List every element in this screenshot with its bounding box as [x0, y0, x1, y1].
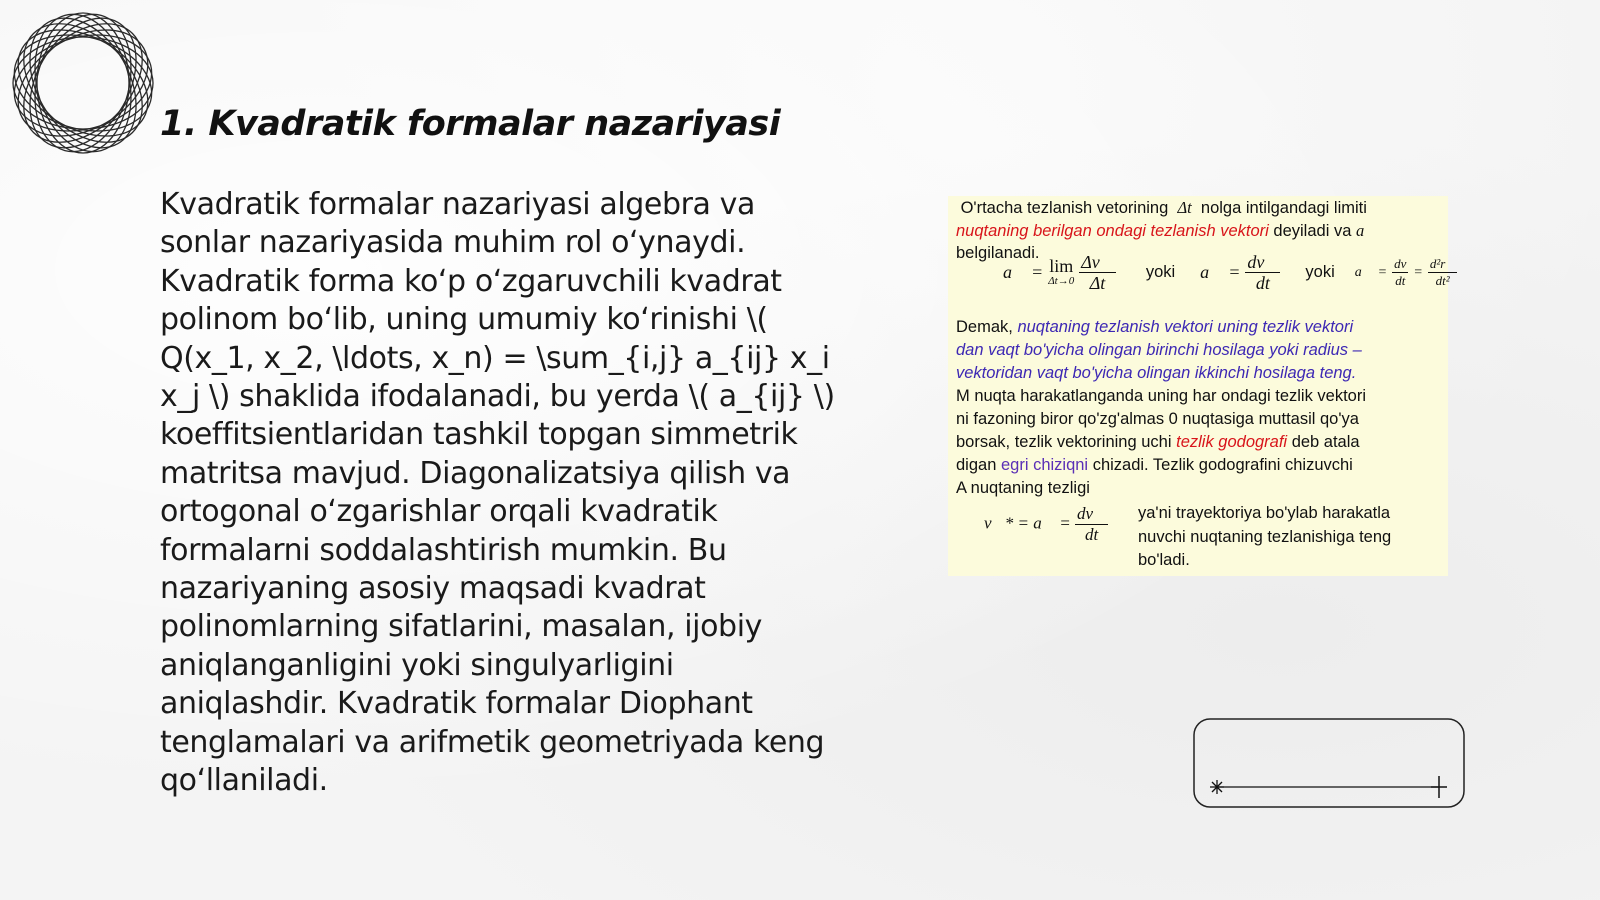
end-point-cross-icon [1431, 776, 1447, 798]
panel-line-5: Demak, nuqtaning tezlanish vektori uning tezlik vektori [956, 318, 1354, 336]
panel-line-12: A nuqtaning tezligi [956, 479, 1090, 497]
ornament-ring [8, 8, 158, 158]
panel-line-1: O'rtacha tezlanish vetorining Δt nolga intilgandagi limiti [960, 198, 1367, 217]
ornament-ring [8, 8, 158, 158]
ornament-ring [8, 8, 158, 158]
vector-diagram-frame [1193, 718, 1465, 808]
panel-line-11: digan egri chiziqni chizadi. Tezlik godografini chizuvchi [956, 456, 1353, 474]
panel-line-10: borsak, tezlik vektorining uchi tezlik godografi deb atala [956, 433, 1360, 451]
velocity-hodograph-formula: v⃗* = a⃗ = $\frac{dv⃗}{dt}$ [984, 504, 1107, 544]
ornament-ring [8, 8, 158, 158]
panel-line-7: vektoridan vaqt bo'yicha olingan ikkinchi hosilaga teng. [956, 364, 1357, 382]
panel-line-8: M nuqta harakatlanganda uning har ondagi tezlik vektori [956, 387, 1367, 405]
start-point-star-icon [1210, 780, 1224, 794]
physics-acceleration-image [948, 196, 1456, 576]
ornament-ring [8, 8, 158, 158]
panel-line-9: ni fazoning biror qo'zg'almas 0 nuqtasiga muttasil qo'ya [956, 410, 1359, 428]
panel-line-6: dan vaqt bo'yicha olingan birinchi hosilaga yoki radius – [956, 341, 1362, 359]
acceleration-formula: a⃗ = lim Δt→0 $\frac{\Delta v⃗}{\Delta t}$ yoki a⃗ = $\frac{dv⃗}{dt}$ yoki a⃗ = $\frac{dv}{dt}$ = $\frac{\text{d²r⃗}}{\text{dt²}}$ [1003, 252, 1456, 293]
slide-body-text: Kvadratik formalar nazariyasi algebra va sonlar nazariyasida muhim rol oʻynaydi. Kvadratik forma koʻp oʻzgaruvchili kvadrat polinom boʻlib, uning umumiy koʻrinishi \( Q(x_1, x_2, \ldots, x_n) = \sum_{i,j} a_{ij} x_i x_j \) shaklida ifodalanadi, bu yerda \( a_{ij} \) koeffitsientlaridan tashkil topgan simmetrik matritsa mavjud. Diagonalizatsiya qilish va ortogonal oʻzgarishlar orqali kvadratik formalarni soddalashtirish mumkin. Bu nazariyaning asosiy maqsadi kvadrat polinomlarning sifatlarini, masalan, ijobiy aniqlanganligini yoki singulyarligini aniqlashdir. Kvadratik formalar Diophant tenglamalari va arifmetik geometriyada keng qoʻllaniladi. [160, 187, 835, 799]
panel-line-3: belgilanadi. [956, 244, 1040, 262]
ornament-ring [13, 37, 153, 129]
slide-title: 1. Kvadratik formalar nazariyasi [160, 104, 781, 144]
circular-ornament-logo [8, 8, 158, 158]
ornament-ring [8, 8, 158, 158]
ornament-ring [37, 13, 129, 153]
panel-side-text: ya'ni trayektoriya bo'ylab harakatla nuvchi nuqtaning tezlanishiga teng bo'ladi. [1138, 504, 1392, 569]
panel-line-2: nuqtaning berilgan ondagi tezlanish vektori deyiladi va a⃗ [956, 221, 1378, 240]
